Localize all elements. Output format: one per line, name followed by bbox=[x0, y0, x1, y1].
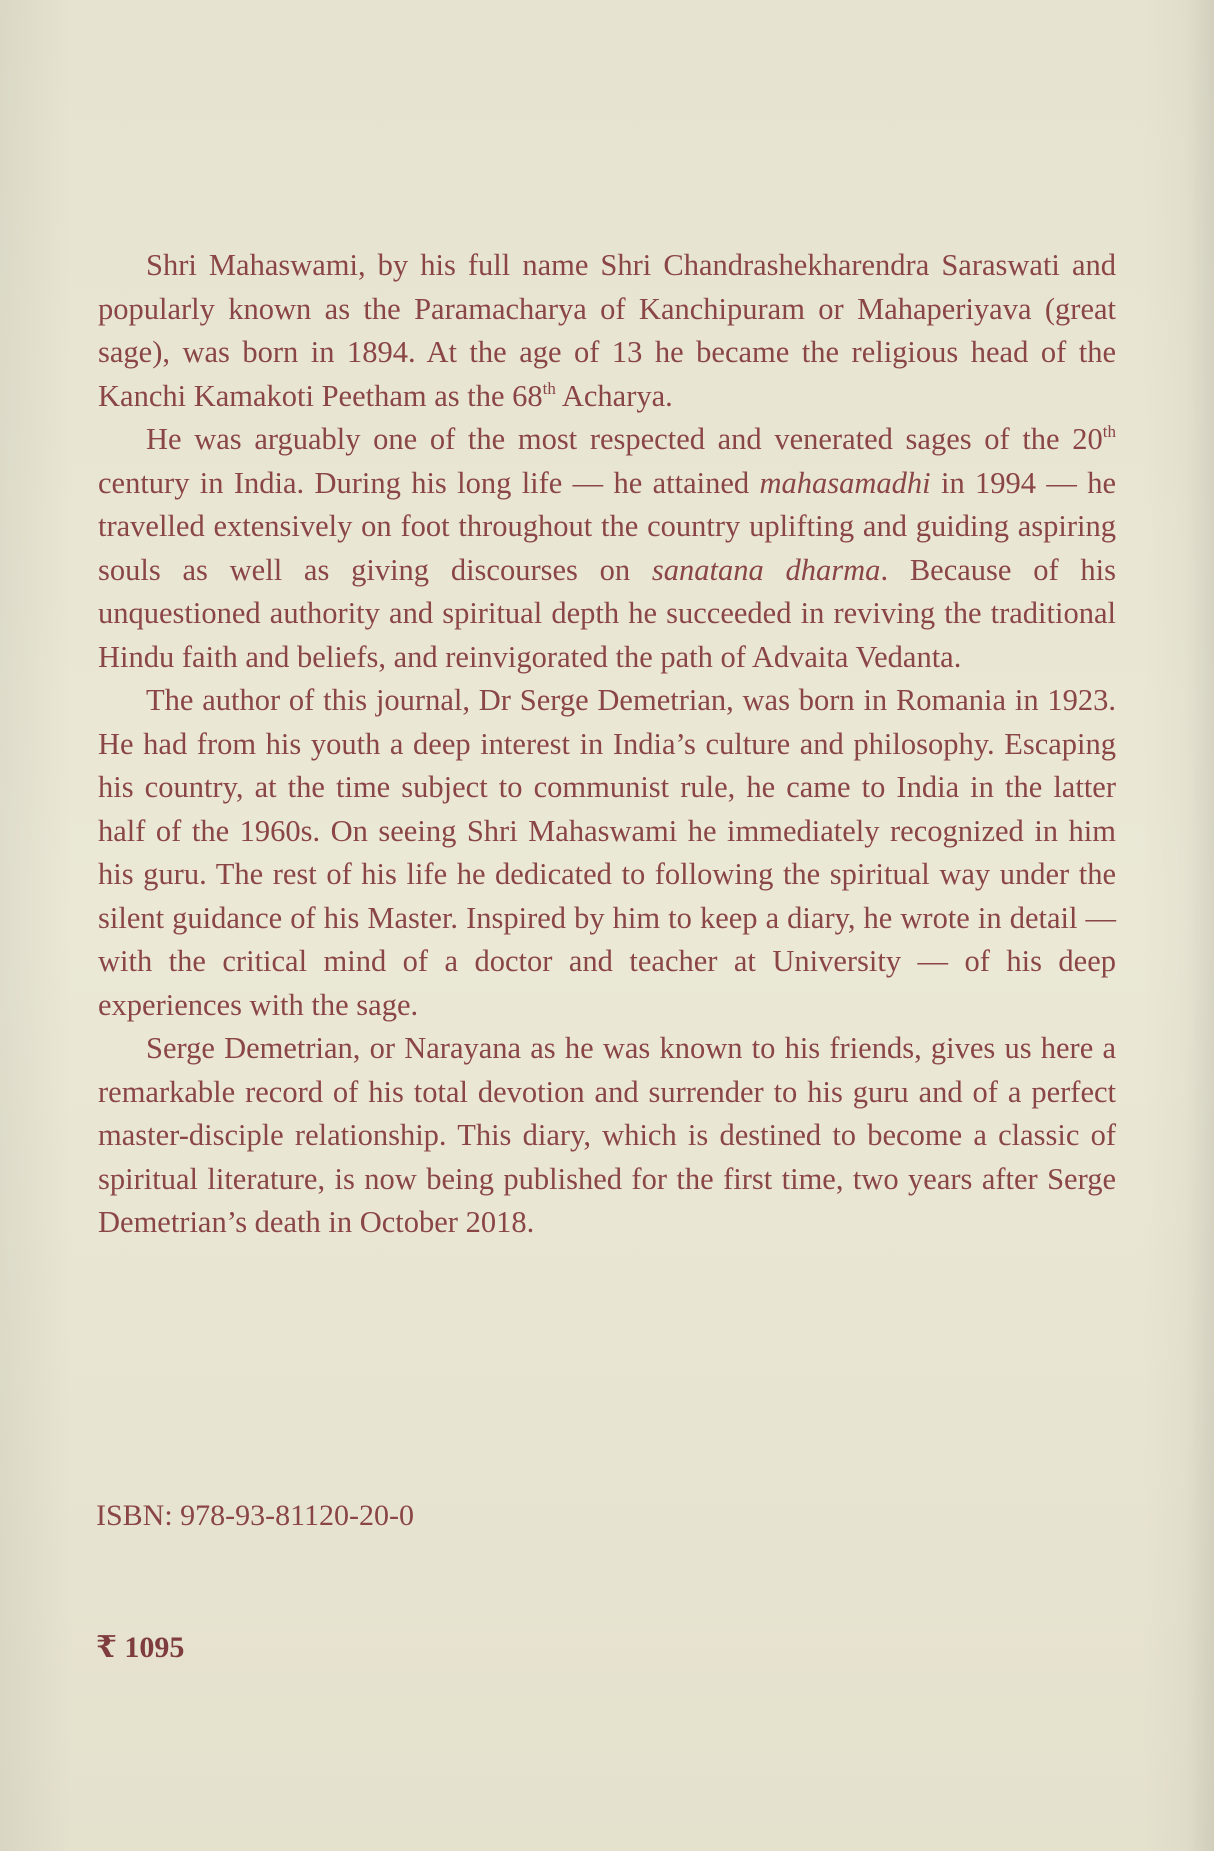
paragraph-4 bbox=[98, 1027, 1116, 1245]
paragraph-2 bbox=[98, 418, 1116, 679]
price-label: ₹ 1095 bbox=[96, 1631, 185, 1664]
ordinal-suffix: th bbox=[542, 378, 556, 398]
text-run: century in India. During his long life — he attained bbox=[98, 465, 760, 500]
text-run: Shri Mahaswami, by his full name Shri Chandrashekharendra Saraswati and popularly known as the Paramacharya of Kanchipuram or Mahaperiyava (great sage), was born in 1894. At the age of 13 he became the religious head of the Kanchi Kamakoti Peetham as the 68 bbox=[98, 248, 1116, 413]
spine-shadow bbox=[1186, 0, 1214, 1851]
italic-term: sanatana dharma bbox=[651, 552, 881, 587]
text-run: . Because of his unquestioned authority and spiritual depth he succeeded in reviving the traditional Hindu faith and beliefs, and reinvigorated the path of Advaita Vedanta. bbox=[98, 552, 1116, 674]
blurb-text bbox=[98, 244, 1116, 1245]
text-run: in 1994 — he travelled extensively on foot throughout the country uplifting and guiding aspiring souls as well as giving discourses on bbox=[98, 465, 1116, 587]
ordinal-suffix: th bbox=[1102, 422, 1116, 441]
text-run: The author of this journal, Dr Serge Demetrian, was born in Romania in 1923. He had from his youth a deep interest in India’s culture and philosophy. Escaping his country, at the time subject to communist rule, he came to India in the latter half of the 1960s. On seeing Shri Mahaswami he immediately recognized in him his guru. The rest of his life he dedicated to following the spiritual way under the silent guidance of his Master. Inspired by him to keep a diary, he wrote in detail — with the critical mind of a doctor and teacher at University — of his deep experiences with the sage. bbox=[98, 683, 1116, 1022]
italic-term: mahasamadhi bbox=[759, 465, 931, 500]
text-run: He was arguably one of the most respected and venerated sages of the 20 bbox=[146, 422, 1103, 456]
text-run: Acharya. bbox=[555, 378, 673, 413]
paragraph-1 bbox=[98, 244, 1116, 418]
paragraph-3 bbox=[98, 679, 1116, 1027]
text-run: Serge Demetrian, or Narayana as he was known to his friends, gives us here a remarkable record of his total devotion and surrender to his guru and of a perfect master-disciple relationship. This diary, which is destined to become a classic of spiritual literature, is now being published for the first time, two years after Serge Demetrian’s death in October 2018. bbox=[98, 1031, 1116, 1239]
isbn-number: ISBN: 978-93-81120-20-0 bbox=[96, 1499, 415, 1532]
